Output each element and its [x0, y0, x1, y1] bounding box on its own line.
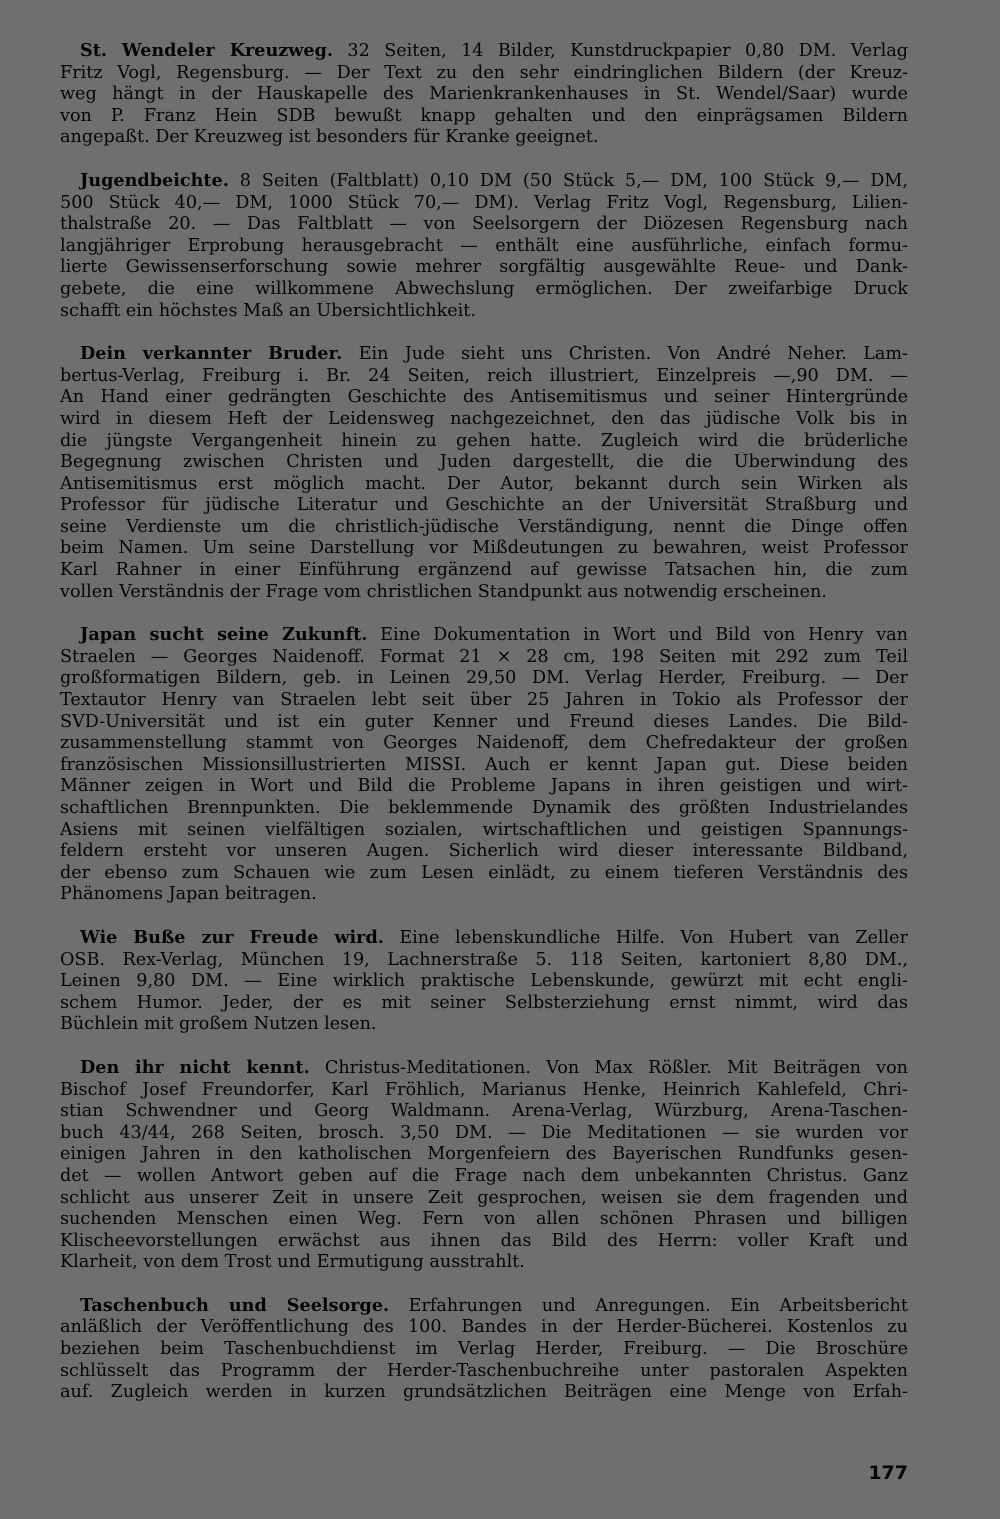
review-entry — [60, 927, 908, 1036]
review-text: 32 Seiten, 14 Bilder, Kunstdruckpapier 0,80 DM. Verlag — [333, 41, 908, 61]
review-text: Eine Dokumentation in Wort und Bild von Henry van — [367, 625, 908, 646]
text-line: suchenden Menschen einen Weg. Fern von allen schönen Phrasen und billigen — [60, 1209, 908, 1230]
text-line: 500 Stück 40,— DM, 1000 Stück 70,— DM). Verlag Fritz Vogl, Regensburg, Lilien- — [60, 192, 908, 213]
text-line: OSB. Rex-Verlag, München 19, Lachnerstraße 5. 118 Seiten, kartoniert 8,80 DM., — [60, 949, 908, 970]
text-line: wird in diesem Heft der Leidensweg nachgezeichnet, den das jüdische Volk bis in — [60, 408, 908, 429]
text-line: Büchlein mit großem Nutzen lesen. — [60, 1014, 377, 1035]
review-title: Japan sucht seine Zukunft. — [80, 624, 368, 646]
review-entry — [60, 40, 908, 149]
review-title: Jugendbeichte. — [80, 169, 229, 191]
review-title: St. Wendeler Kreuzweg. — [80, 40, 334, 61]
text-line: Karl Rahner in einer Einführung ergänzend auf gewisse Tatsachen hin, die zum — [60, 560, 908, 581]
review-text: 8 Seiten (Faltblatt) 0,10 DM (50 Stück 5,— DM, 100 Stück 9,— DM, — [228, 170, 908, 191]
text-line: beim Namen. Um seine Darstellung vor Mißdeutungen zu bewahren, weist Professor — [60, 538, 908, 559]
text-line: Asiens mit seinen vielfältigen sozialen, wirtschaftlichen und geistigen Spannungs- — [60, 819, 908, 840]
text-line: bertus-Verlag, Freiburg i. Br. 24 Seiten, reich illustriert, Einzelpreis —,90 DM. — — [60, 365, 908, 386]
text-line: det — wollen Antwort geben auf die Frage nach dem unbekannten Christus. Ganz — [60, 1165, 908, 1186]
text-line: Klarheit, von dem Trost und Ermutigung ausstrahlt. — [60, 1252, 525, 1273]
text-line: schlicht aus unserer Zeit in unsere Zeit gesprochen, weisen sie dem fragenden und — [60, 1187, 908, 1208]
text-line: An Hand einer gedrängten Geschichte des Antisemitismus und seiner Hintergründe — [60, 387, 908, 408]
text-line: thalstraße 20. — Das Faltblatt — von Seelsorgern der Diözesen Regensburg nach — [60, 214, 908, 235]
text-line: stian Schwendner und Georg Waldmann. Arena-Verlag, Würzburg, Arena-Taschen- — [60, 1101, 908, 1122]
page-number: 177 — [868, 1462, 908, 1484]
text-line — [60, 170, 908, 193]
text-line: vollen Verständnis der Frage vom christlichen Standpunkt aus notwendig erscheinen. — [60, 581, 827, 602]
text-line: einigen Jahren in den katholischen Morgenfeiern des Bayerischen Rundfunks gesen- — [60, 1144, 908, 1165]
review-entry — [60, 170, 908, 322]
review-text: Ein Jude sieht uns Christen. Von André Neher. Lam- — [342, 344, 908, 365]
review-entry — [60, 1057, 908, 1274]
text-line: die jüngste Vergangenheit hinein zu gehen hatte. Zugleich wird die brüderliche — [60, 430, 908, 451]
review-text: Eine lebenskundliche Hilfe. Von Hubert van Zeller — [383, 927, 908, 948]
text-line: Begegnung zwischen Christen und Juden dargestellt, die die Überwindung des — [60, 452, 908, 473]
text-line: Klischeevorstellungen erwächst aus ihnen das Bild des Herrn: voller Kraft und — [60, 1230, 908, 1251]
text-line — [60, 343, 908, 366]
text-line: Straelen — Georges Naidenoff. Format 21 × 28 cm, 198 Seiten mit 292 zum Teil — [60, 646, 908, 667]
review-title: Den ihr nicht kennt. — [80, 1056, 310, 1078]
book-review-column — [60, 40, 908, 1425]
text-line: Bischof Josef Freundorfer, Karl Fröhlich, Marianus Henke, Heinrich Kahlefeld, Chri- — [60, 1079, 908, 1100]
text-line: schaftlichen Brennpunkten. Die beklemmende Dynamik des größten Industrielandes — [60, 798, 908, 818]
text-line: buch 43/44, 268 Seiten, brosch. 3,50 DM. — Die Meditationen — sie wurden vor — [60, 1122, 908, 1143]
text-line: weg hängt in der Hauskapelle des Marienkrankenhauses in St. Wendel/Saar) wurde — [60, 84, 908, 105]
text-line: Antisemitismus erst möglich macht. Der Autor, bekannt durch sein Wirken als — [60, 473, 908, 494]
text-line: schem Humor. Jeder, der es mit seiner Selbsterziehung ernst nimmt, wird das — [60, 992, 908, 1013]
text-line — [60, 40, 908, 63]
review-text: Erfahrungen und Anregungen. Ein Arbeitsbericht — [389, 1295, 908, 1316]
text-line: angepaßt. Der Kreuzweg ist besonders für Kranke geeignet. — [60, 127, 599, 148]
text-line: zusammenstellung stammt von Georges Naidenoff, dem Chefredakteur der großen — [60, 733, 908, 754]
text-line: lierte Gewissenserforschung sowie mehrer sorgfältig ausgewählte Reue- und Dank- — [60, 257, 908, 278]
review-entry — [60, 624, 908, 906]
review-title: Wie Buße zur Freude wird. — [80, 926, 384, 948]
text-line: gebete, die eine willkommene Abwechslung ermöglichen. Der zweifarbige Druck — [60, 278, 908, 299]
text-line: französischen Missionsillustrierten MISSI. Auch er kennt Japan gut. Diese beiden — [60, 754, 908, 775]
text-line — [60, 1057, 908, 1080]
text-line: Textautor Henry van Straelen lebt seit über 25 Jahren in Tokio als Professor der — [60, 690, 908, 711]
text-line: anläßlich der Veröffentlichung des 100. Bandes in der Herder-Bücherei. Kostenlos zu — [60, 1317, 908, 1338]
text-line: Leinen 9,80 DM. — Eine wirklich praktische Lebenskunde, gewürzt mit echt engli- — [60, 971, 908, 992]
text-line: großformatigen Bildern, geb. in Leinen 29,50 DM. Verlag Herder, Freiburg. — Der — [60, 668, 908, 689]
text-line — [60, 1295, 908, 1318]
text-line: schafft ein höchstes Maß an Übersichtlichkeit. — [60, 300, 476, 321]
review-title: Taschenbuch und Seelsorge. — [80, 1294, 390, 1316]
text-line: Professor für jüdische Literatur und Geschichte an der Universität Straßburg und — [60, 495, 908, 516]
text-line: der ebenso zum Schauen wie zum Lesen einlädt, zu einem tieferen Verständnis des — [60, 862, 908, 883]
text-line — [60, 624, 908, 647]
text-line: Fritz Vogl, Regensburg. — Der Text zu den sehr eindringlichen Bildern (der Kreuz- — [60, 62, 908, 83]
text-line: auf. Zugleich werden in kurzen grundsätzlichen Beiträgen eine Menge von Erfah- — [60, 1382, 908, 1403]
text-line: Männer zeigen in Wort und Bild die Probleme Japans in ihren geistigen und wirt- — [60, 776, 908, 797]
review-title: Dein verkannter Bruder. — [80, 343, 343, 365]
review-text: Christus-Meditationen. Von Max Rößler. Mit Beiträgen von — [309, 1057, 908, 1078]
text-line: feldern ersteht vor unseren Augen. Sicherlich wird dieser interessante Bildband, — [60, 841, 908, 862]
text-line: schlüsselt das Programm der Herder-Taschenbuchreihe unter pastoralen Aspekten — [60, 1360, 908, 1381]
text-line — [60, 927, 908, 950]
text-line: beziehen beim Taschenbuchdienst im Verlag Herder, Freiburg. — Die Broschüre — [60, 1339, 908, 1360]
text-line: von P. Franz Hein SDB bewußt knapp gehalten und den einprägsamen Bildern — [60, 105, 908, 126]
text-line: seine Verdienste um die christlich-jüdische Verständigung, nennt die Dinge offen — [60, 516, 908, 537]
review-entry — [60, 343, 908, 603]
review-entry — [60, 1295, 908, 1404]
text-line: langjähriger Erprobung herausgebracht — enthält eine ausführliche, einfach formu- — [60, 235, 908, 256]
text-line: SVD-Universität und ist ein guter Kenner und Freund dieses Landes. Die Bild- — [60, 711, 908, 732]
text-line: Phänomens Japan beitragen. — [60, 884, 317, 905]
